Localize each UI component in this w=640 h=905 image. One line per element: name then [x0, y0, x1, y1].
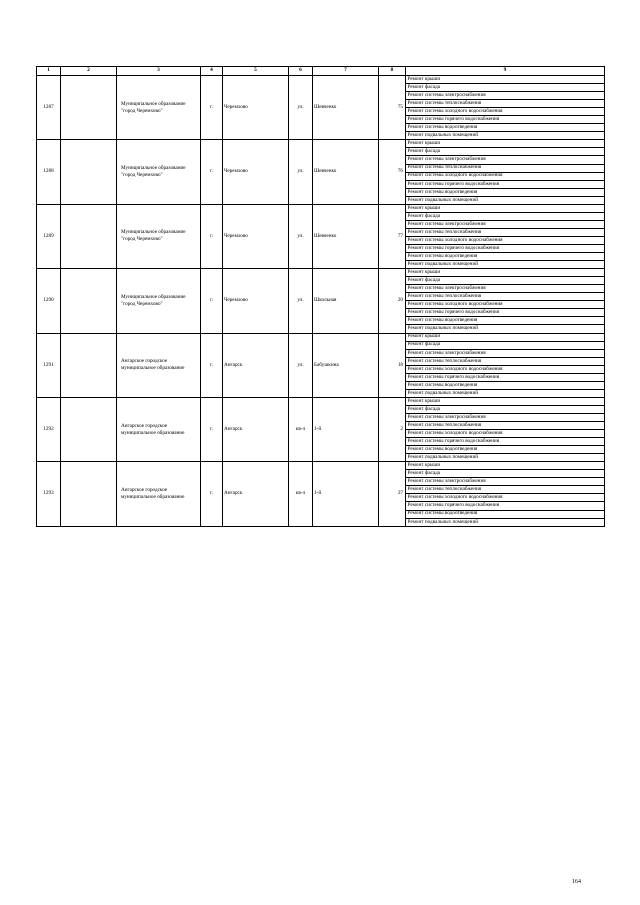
- work-type: Ремонт системы холодного водоснабжения: [406, 494, 605, 502]
- empty-cell: [61, 204, 117, 268]
- settlement-type: г.: [201, 140, 223, 204]
- work-type: Ремонт системы горячего водоснабжения: [406, 438, 605, 446]
- street-name: Шевченко: [313, 204, 379, 268]
- settlement-type: г.: [201, 333, 223, 397]
- col-header-1: 1: [37, 67, 61, 76]
- work-type: Ремонт фасада: [406, 470, 605, 478]
- col-header-5: 5: [223, 67, 289, 76]
- street-type: ул.: [289, 269, 313, 333]
- work-type: Ремонт подвальных помещений: [406, 454, 605, 462]
- record-number: 1291: [37, 333, 61, 397]
- house-number: 76: [379, 140, 406, 204]
- house-number: 75: [379, 76, 406, 140]
- work-type: Ремонт системы теплоснабжения: [406, 486, 605, 494]
- work-type: Ремонт подвальных помещений: [406, 389, 605, 397]
- municipality-name: Ангарское городское муниципальное образование: [117, 462, 201, 526]
- work-type: Ремонт системы холодного водоснабжения: [406, 108, 605, 116]
- settlement-name: Черемхово: [223, 204, 289, 268]
- empty-cell: [61, 76, 117, 140]
- work-type: Ремонт системы электроснабжения: [406, 92, 605, 100]
- record-number: 1292: [37, 397, 61, 461]
- table-row: [37, 76, 605, 84]
- work-type: Ремонт крыши: [406, 140, 605, 148]
- empty-cell: [61, 269, 117, 333]
- table-row: [37, 140, 605, 148]
- work-type: Ремонт системы электроснабжения: [406, 220, 605, 228]
- municipality-name: Ангарское городское муниципальное образование: [117, 333, 201, 397]
- work-type: Ремонт системы электроснабжения: [406, 156, 605, 164]
- work-type: Ремонт системы холодного водоснабжения: [406, 430, 605, 438]
- street-type: кв-л: [289, 397, 313, 461]
- municipality-name: Ангарское городское муниципальное образование: [117, 397, 201, 461]
- col-header-7: 7: [313, 67, 379, 76]
- work-type: Ремонт системы теплоснабжения: [406, 228, 605, 236]
- work-type: Ремонт фасада: [406, 405, 605, 413]
- table-row: [37, 333, 605, 341]
- street-type: ул.: [289, 140, 313, 204]
- settlement-type: г.: [201, 76, 223, 140]
- municipality-name: Муниципальное образование "город Черемхово": [117, 140, 201, 204]
- col-header-6: 6: [289, 67, 313, 76]
- col-header-3: 3: [117, 67, 201, 76]
- house-number: 77: [379, 204, 406, 268]
- street-name: Бабушкина: [313, 333, 379, 397]
- street-name: Шевченко: [313, 140, 379, 204]
- col-header-9: 9: [406, 67, 605, 76]
- work-type: Ремонт фасада: [406, 212, 605, 220]
- table-body: [37, 76, 605, 527]
- settlement-name: Черемхово: [223, 140, 289, 204]
- table-row: [37, 397, 605, 405]
- work-type: Ремонт системы теплоснабжения: [406, 357, 605, 365]
- house-number: 27: [379, 462, 406, 526]
- work-type: Ремонт системы электроснабжения: [406, 285, 605, 293]
- street-name: 1-й: [313, 397, 379, 461]
- work-type: Ремонт системы водоотведения: [406, 124, 605, 132]
- work-type: Ремонт фасада: [406, 277, 605, 285]
- work-type: Ремонт системы электроснабжения: [406, 413, 605, 421]
- work-type: Ремонт крыши: [406, 397, 605, 405]
- municipality-name: Муниципальное образование "город Черемхово": [117, 76, 201, 140]
- street-type: ул.: [289, 76, 313, 140]
- record-number: 1293: [37, 462, 61, 526]
- work-type: Ремонт системы горячего водоснабжения: [406, 502, 605, 510]
- municipality-name: Муниципальное образование "город Черемхово": [117, 204, 201, 268]
- work-type: Ремонт системы водоотведения: [406, 510, 605, 518]
- settlement-name: Ангарск: [223, 333, 289, 397]
- street-name: 1-й: [313, 462, 379, 526]
- table-row: [37, 204, 605, 212]
- work-type: Ремонт системы холодного водоснабжения: [406, 172, 605, 180]
- municipality-name: Муниципальное образование "город Черемхово": [117, 269, 201, 333]
- work-type: Ремонт системы водоотведения: [406, 253, 605, 261]
- house-number: 2: [379, 397, 406, 461]
- work-type: Ремонт фасада: [406, 84, 605, 92]
- street-name: Школьная: [313, 269, 379, 333]
- table-row: [37, 269, 605, 277]
- settlement-name: Черемхово: [223, 269, 289, 333]
- work-type: Ремонт крыши: [406, 269, 605, 277]
- work-type: Ремонт подвальных помещений: [406, 132, 605, 140]
- work-type: Ремонт системы теплоснабжения: [406, 422, 605, 430]
- record-number: 1289: [37, 204, 61, 268]
- work-type: Ремонт крыши: [406, 76, 605, 84]
- work-type: Ремонт системы горячего водоснабжения: [406, 244, 605, 252]
- page-number: 164: [572, 879, 581, 885]
- repair-program-table: [36, 66, 605, 527]
- work-type: Ремонт системы горячего водоснабжения: [406, 116, 605, 124]
- work-type: Ремонт системы водоотведения: [406, 381, 605, 389]
- work-type: Ремонт подвальных помещений: [406, 261, 605, 269]
- street-type: кв-л: [289, 462, 313, 526]
- work-type: Ремонт подвальных помещений: [406, 518, 605, 526]
- work-type: Ремонт системы теплоснабжения: [406, 293, 605, 301]
- work-type: Ремонт подвальных помещений: [406, 325, 605, 333]
- work-type: Ремонт системы водоотведения: [406, 317, 605, 325]
- record-number: 1290: [37, 269, 61, 333]
- settlement-type: г.: [201, 269, 223, 333]
- street-name: Шевченко: [313, 76, 379, 140]
- record-number: 1288: [37, 140, 61, 204]
- work-type: Ремонт системы холодного водоснабжения: [406, 301, 605, 309]
- empty-cell: [61, 333, 117, 397]
- work-type: Ремонт системы горячего водоснабжения: [406, 309, 605, 317]
- work-type: Ремонт системы холодного водоснабжения: [406, 365, 605, 373]
- empty-cell: [61, 140, 117, 204]
- settlement-type: г.: [201, 397, 223, 461]
- empty-cell: [61, 462, 117, 526]
- work-type: Ремонт системы горячего водоснабжения: [406, 180, 605, 188]
- col-header-2: 2: [61, 67, 117, 76]
- header-row: [37, 67, 605, 76]
- record-number: 1287: [37, 76, 61, 140]
- work-type: Ремонт системы теплоснабжения: [406, 164, 605, 172]
- work-type: Ремонт системы горячего водоснабжения: [406, 373, 605, 381]
- work-type: Ремонт фасада: [406, 341, 605, 349]
- work-type: Ремонт крыши: [406, 333, 605, 341]
- work-type: Ремонт крыши: [406, 462, 605, 470]
- settlement-name: Ангарск: [223, 462, 289, 526]
- settlement-name: Черемхово: [223, 76, 289, 140]
- house-number: 20: [379, 269, 406, 333]
- table-row: [37, 462, 605, 470]
- work-type: Ремонт крыши: [406, 204, 605, 212]
- work-type: Ремонт системы водоотведения: [406, 188, 605, 196]
- settlement-name: Ангарск: [223, 397, 289, 461]
- work-type: Ремонт системы электроснабжения: [406, 349, 605, 357]
- col-header-8: 8: [379, 67, 406, 76]
- work-type: Ремонт системы водоотведения: [406, 446, 605, 454]
- settlement-type: г.: [201, 204, 223, 268]
- work-type: Ремонт системы электроснабжения: [406, 478, 605, 486]
- work-type: Ремонт подвальных помещений: [406, 196, 605, 204]
- work-type: Ремонт системы теплоснабжения: [406, 100, 605, 108]
- street-type: ул.: [289, 204, 313, 268]
- work-type: Ремонт фасада: [406, 148, 605, 156]
- col-header-4: 4: [201, 67, 223, 76]
- street-type: ул.: [289, 333, 313, 397]
- settlement-type: г.: [201, 462, 223, 526]
- work-type: Ремонт системы холодного водоснабжения: [406, 236, 605, 244]
- empty-cell: [61, 397, 117, 461]
- house-number: 18: [379, 333, 406, 397]
